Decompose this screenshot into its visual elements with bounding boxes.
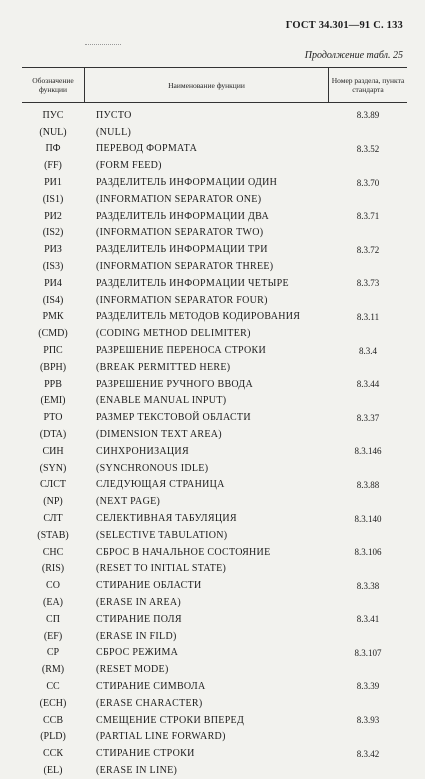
table-row bbox=[22, 426, 407, 443]
function-code: СР bbox=[46, 647, 60, 659]
function-code: РИ1 bbox=[44, 177, 62, 189]
function-code: РИ4 bbox=[44, 277, 62, 289]
table-row bbox=[22, 225, 407, 242]
table-row bbox=[22, 493, 407, 510]
function-name: СЛЕДУЮЩАЯ СТРАНИЦА bbox=[96, 479, 225, 491]
function-code: (NP) bbox=[43, 496, 63, 508]
table-row bbox=[22, 309, 407, 326]
section-number: 8.3.42 bbox=[356, 748, 380, 759]
table-row bbox=[22, 561, 407, 578]
table-row bbox=[22, 577, 407, 594]
table-row bbox=[22, 359, 407, 376]
function-name: РАЗДЕЛИТЕЛЬ ИНФОРМАЦИИ ОДИН bbox=[96, 177, 278, 189]
function-code: (EL) bbox=[43, 764, 63, 776]
function-name: (INFORMATION SEPARATOR FOUR) bbox=[96, 294, 268, 306]
table-row bbox=[22, 107, 407, 124]
section-number: 8.3.39 bbox=[356, 681, 380, 692]
functions-table bbox=[22, 67, 407, 779]
table-row bbox=[22, 275, 407, 292]
table-row bbox=[22, 393, 407, 410]
function-code: (FF) bbox=[44, 160, 62, 172]
table-row bbox=[22, 157, 407, 174]
function-code: СП bbox=[46, 613, 60, 625]
function-name: СТИРАНИЕ СИМВОЛА bbox=[96, 680, 206, 692]
function-code: РПС bbox=[43, 345, 63, 357]
function-name: РАЗРЕШЕНИЕ ПЕРЕНОСА СТРОКИ bbox=[96, 345, 267, 357]
function-name: (RESET TO INITIAL STATE) bbox=[96, 563, 227, 575]
table-row bbox=[22, 141, 407, 158]
function-name: СБРОС РЕЖИМА bbox=[96, 647, 179, 659]
function-name: (RESET MODE) bbox=[96, 664, 169, 676]
section-number: 8.3.140 bbox=[354, 513, 382, 524]
table-row bbox=[22, 678, 407, 695]
function-name: РАЗРЕШЕНИЕ РУЧНОГО ВВОДА bbox=[96, 378, 254, 390]
function-code: (RIS) bbox=[41, 563, 65, 575]
table-row bbox=[22, 745, 407, 762]
function-code: (NUL) bbox=[39, 126, 67, 138]
column-header-name: Наименование функции bbox=[84, 68, 329, 102]
column-header-section: Номер раздела, пункта стандарта bbox=[331, 76, 405, 94]
table-caption: Продолжение табл. 25 bbox=[304, 50, 403, 61]
function-code: (IS2) bbox=[42, 227, 64, 239]
function-code: СНС bbox=[42, 546, 64, 558]
table-row bbox=[22, 191, 407, 208]
function-code: РИЗ bbox=[44, 244, 62, 256]
function-name: (NULL) bbox=[96, 126, 132, 138]
function-code: ССВ bbox=[42, 714, 63, 726]
function-name: (FORM FEED) bbox=[96, 160, 162, 172]
function-name: (INFORMATION SEPARATOR TWO) bbox=[96, 227, 264, 239]
table-row bbox=[22, 661, 407, 678]
table-row bbox=[22, 728, 407, 745]
section-number: 8.3.107 bbox=[354, 647, 382, 658]
function-name: (BREAK PERMITTED HERE) bbox=[96, 361, 231, 373]
section-number: 8.3.146 bbox=[354, 446, 382, 457]
table-row bbox=[22, 510, 407, 527]
function-code: (IS1) bbox=[42, 193, 64, 205]
function-code: ССК bbox=[42, 748, 63, 760]
function-name: РАЗДЕЛИТЕЛЬ ИНФОРМАЦИИ ЧЕТЫРЕ bbox=[96, 277, 289, 289]
function-code: (RM) bbox=[41, 664, 65, 676]
function-name: (ERASE CHARACTER) bbox=[96, 697, 203, 709]
function-name: СТИРАНИЕ СТРОКИ bbox=[96, 748, 195, 760]
table-header bbox=[22, 67, 407, 103]
function-code: РИ2 bbox=[44, 210, 62, 222]
section-number: 8.3.38 bbox=[356, 580, 380, 591]
function-code: РМК bbox=[42, 311, 64, 323]
table-row bbox=[22, 762, 407, 779]
function-name: СБРОС В НАЧАЛЬНОЕ СОСТОЯНИЕ bbox=[96, 546, 271, 558]
function-name: СТИРАНИЕ ОБЛАСТИ bbox=[96, 580, 202, 592]
function-code: РРВ bbox=[44, 378, 62, 390]
function-name: РАЗДЕЛИТЕЛЬ ИНФОРМАЦИИ ДВА bbox=[96, 210, 269, 222]
function-name: (ERASE IN LINE) bbox=[96, 764, 178, 776]
function-name: (SYNCHRONOUS IDLE) bbox=[96, 462, 209, 474]
table-row bbox=[22, 645, 407, 662]
function-name: (NEXT PAGE) bbox=[96, 496, 161, 508]
function-name: (SELECTIVE TABULATION) bbox=[96, 529, 228, 541]
function-name: (INFORMATION SEPARATOR ONE) bbox=[96, 193, 262, 205]
function-code: СЛСТ bbox=[40, 479, 66, 491]
function-code: ПФ bbox=[45, 143, 61, 155]
function-code: (EA) bbox=[43, 597, 63, 608]
table-row bbox=[22, 695, 407, 712]
column-header-code: Обозначение функции bbox=[32, 76, 74, 94]
table-row bbox=[22, 409, 407, 426]
table-row bbox=[22, 241, 407, 258]
print-speck bbox=[85, 44, 121, 47]
table-row bbox=[22, 258, 407, 275]
function-name: СМЕЩЕНИЕ СТРОКИ ВПЕРЕД bbox=[96, 714, 245, 726]
section-number: 8.3.4 bbox=[359, 345, 377, 356]
function-code: (PLD) bbox=[40, 731, 66, 743]
function-code: (SYN) bbox=[39, 462, 67, 474]
function-name: РАЗДЕЛИТЕЛЬ ИНФОРМАЦИИ ТРИ bbox=[96, 244, 268, 256]
table-row bbox=[22, 544, 407, 561]
function-code: СС bbox=[46, 680, 60, 692]
function-name: (PARTIAL LINE FORWARD) bbox=[96, 731, 226, 743]
function-name: ПЕРЕВОД ФОРМАТА bbox=[96, 143, 198, 155]
function-name: (ENABLE MANUAL INPUT) bbox=[96, 395, 227, 407]
table-row bbox=[22, 477, 407, 494]
section-number: 8.3.72 bbox=[356, 244, 380, 255]
function-code: (CMD) bbox=[38, 328, 68, 340]
function-code: (IS4) bbox=[42, 294, 64, 306]
table-row bbox=[22, 292, 407, 309]
section-number: 8.3.106 bbox=[354, 547, 382, 558]
function-code: СЛТ bbox=[43, 513, 63, 525]
function-name: СИНХРОНИЗАЦИЯ bbox=[96, 445, 189, 457]
section-number: 8.3.88 bbox=[356, 479, 380, 490]
table-row bbox=[22, 208, 407, 225]
section-number: 8.3.71 bbox=[356, 211, 380, 222]
function-code: (IS3) bbox=[42, 261, 64, 273]
function-name: ПУСТО bbox=[96, 109, 132, 121]
section-number: 8.3.73 bbox=[356, 278, 380, 289]
table-row bbox=[22, 460, 407, 477]
function-code: (EF) bbox=[43, 630, 63, 642]
function-name: (DIMENSION TEXT AREA) bbox=[96, 429, 222, 441]
function-name: СЕЛЕКТИВНАЯ ТАБУЛЯЦИЯ bbox=[96, 513, 237, 525]
function-name: (ERASE IN AREA) bbox=[96, 597, 182, 608]
table-row bbox=[22, 712, 407, 729]
function-code: (STAB) bbox=[37, 529, 69, 541]
function-code: РТО bbox=[43, 412, 63, 424]
table-row bbox=[22, 342, 407, 359]
table-row bbox=[22, 611, 407, 628]
section-number: 8.3.44 bbox=[356, 379, 380, 390]
function-code: СО bbox=[46, 580, 60, 592]
section-number: 8.3.41 bbox=[356, 614, 380, 625]
function-code: (BPH) bbox=[39, 361, 67, 373]
table-row bbox=[22, 443, 407, 460]
function-code: ПУС bbox=[42, 109, 64, 121]
section-number: 8.3.70 bbox=[356, 177, 380, 188]
section-number: 8.3.52 bbox=[356, 143, 380, 154]
function-name: (CODING METHOD DELIMITER) bbox=[96, 328, 251, 340]
function-code: СИН bbox=[42, 445, 64, 457]
table-row bbox=[22, 325, 407, 342]
function-name: (ERASE IN FILD) bbox=[96, 630, 177, 642]
table-row bbox=[22, 174, 407, 191]
function-name: РАЗМЕР ТЕКСТОВОЙ ОБЛАСТИ bbox=[96, 412, 251, 424]
table-row bbox=[22, 628, 407, 645]
section-number: 8.3.37 bbox=[356, 412, 380, 423]
page-header: ГОСТ 34.301—91 С. 133 bbox=[285, 20, 403, 31]
section-number: 8.3.11 bbox=[356, 311, 380, 322]
table-row bbox=[22, 527, 407, 544]
table-row bbox=[22, 376, 407, 393]
section-number: 8.3.93 bbox=[356, 715, 380, 726]
table-row bbox=[22, 124, 407, 141]
function-code: (EMI) bbox=[40, 395, 66, 407]
function-name: СТИРАНИЕ ПОЛЯ bbox=[96, 613, 182, 625]
function-code: (DTA) bbox=[39, 429, 67, 441]
section-number: 8.3.89 bbox=[356, 110, 380, 121]
table-body bbox=[22, 107, 407, 779]
function-name: РАЗДЕЛИТЕЛЬ МЕТОДОВ КОДИРОВАНИЯ bbox=[96, 311, 301, 323]
function-name: (INFORMATION SEPARATOR THREE) bbox=[96, 261, 274, 273]
function-code: (ECH) bbox=[39, 697, 67, 709]
table-row bbox=[22, 594, 407, 611]
